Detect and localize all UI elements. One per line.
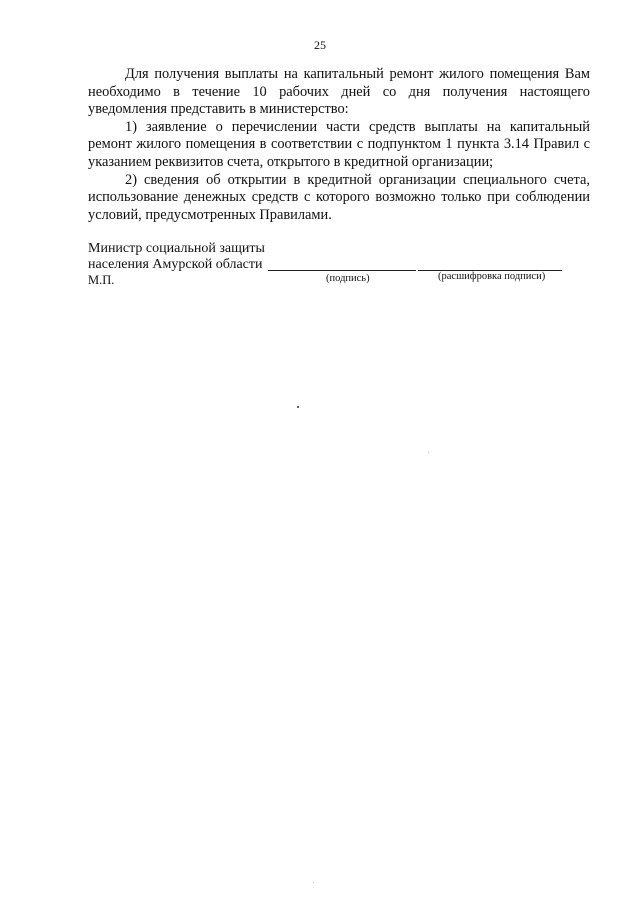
list-item-application: 1) заявление о перечислении части средств выплаты на капитальный ремонт жилого помещения в соответствии с подпунктом 1 пункта 3.14 Правил с указанием реквизитов счета, открытого в кредитной организации; [88,118,590,170]
stamp-place-label: М.П. [88,273,115,287]
signature-decode-caption: (расшифровка подписи) [438,271,546,282]
list-item-account-info: 2) сведения об открытии в кредитной организации специального счета, использование денежных средств с которого возможно только при соблюдении условий, предусмотренных Правилами. [88,171,590,223]
signature-line [268,270,416,271]
signature-caption: (подпись) [326,273,370,284]
signature-block [88,241,588,301]
scan-speck [428,452,429,453]
intro-paragraph: Для получения выплаты на капитальный ремонт жилого помещения Вам необходимо в течение 10 рабочих дней со дня получения настоящего уведомления представить в министерство: [88,66,590,118]
signatory-title-line-1: Министр социальной защиты [88,241,265,256]
page-number: 25 [314,38,326,52]
notice-body [88,66,590,224]
scan-speck [297,406,299,408]
signatory-title-line-2: населения Амурской области [88,257,263,272]
scan-speck [313,882,314,883]
